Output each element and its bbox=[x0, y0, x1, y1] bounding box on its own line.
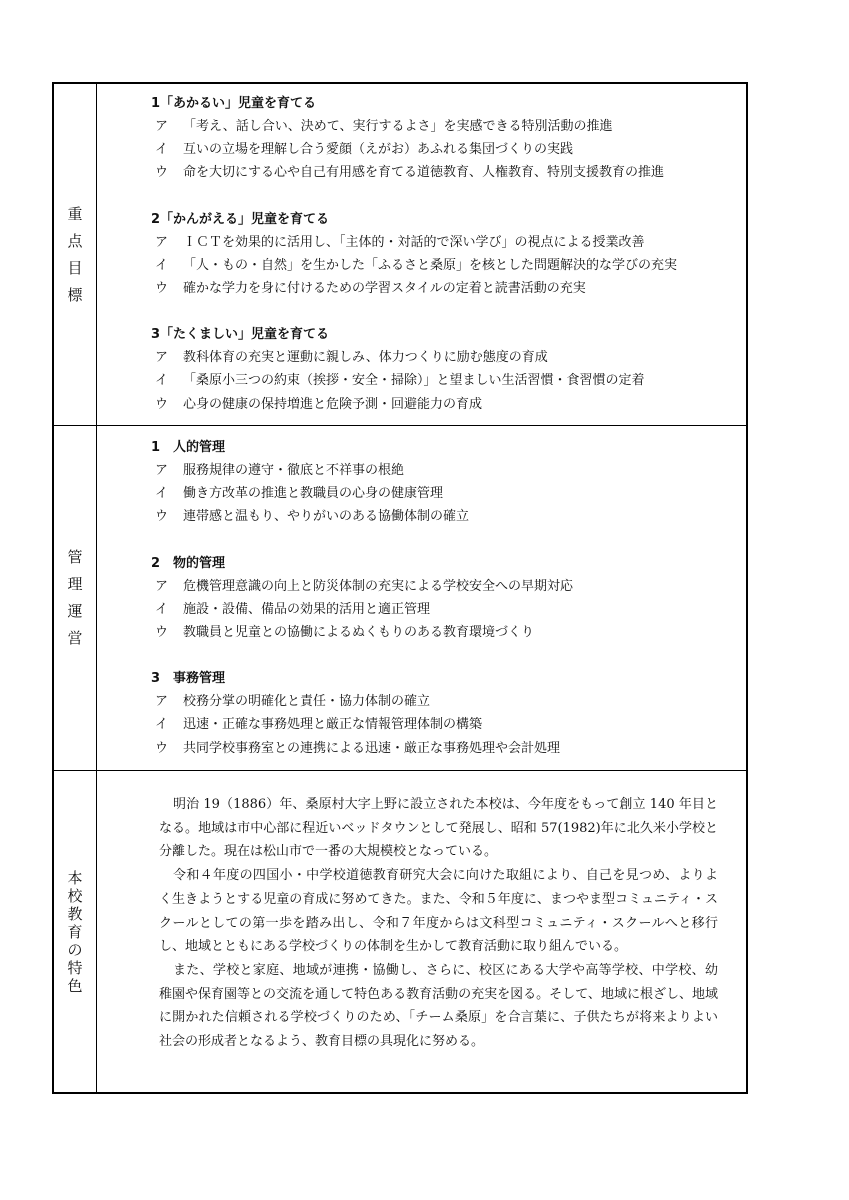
item-text: ＩＣＴを効果的に活用し、「主体的・対話的で深い学び」の視点による授業改善 bbox=[183, 234, 645, 250]
list-item bbox=[155, 277, 732, 300]
item-marker: ウ bbox=[155, 280, 169, 296]
list-item bbox=[155, 115, 732, 138]
item-marker: イ bbox=[155, 257, 169, 273]
label-char: 育 bbox=[67, 922, 83, 941]
list-item bbox=[155, 505, 732, 528]
item-marker: ア bbox=[155, 234, 169, 250]
label-char: 教 bbox=[67, 904, 83, 923]
item-marker: ウ bbox=[155, 740, 169, 756]
list-item bbox=[155, 482, 732, 505]
item-text: 互いの立場を理解し合う愛顔（えがお）あふれる集団づくりの実践 bbox=[183, 142, 574, 158]
item-text: 危機管理意識の向上と防災体制の充実による学校安全への早期対応 bbox=[183, 578, 574, 594]
list-item bbox=[155, 459, 732, 482]
management-label bbox=[54, 426, 97, 770]
list-item bbox=[155, 231, 732, 254]
list-item bbox=[155, 393, 732, 416]
item-text: 「考え、話し合い、決めて、実行するよさ」を実感できる特別活動の推進 bbox=[183, 119, 613, 134]
list-item bbox=[155, 737, 732, 760]
item-text: 教職員と児童との協働によるぬくもりのある教育環境づくり bbox=[183, 624, 535, 640]
list-item bbox=[155, 713, 732, 736]
item-marker: イ bbox=[155, 373, 169, 389]
item-text: 「桑原小三つの約束（挨拶・安全・掃除）」と望ましい生活習慣・食習慣の定着 bbox=[183, 373, 645, 389]
item-marker: ア bbox=[155, 350, 169, 366]
label-char: 目 bbox=[67, 258, 83, 277]
label-char: 点 bbox=[67, 231, 83, 250]
item-text: 教科体育の充実と運動に親しみ、体力つくりに励む態度の育成 bbox=[183, 350, 548, 366]
list-item bbox=[155, 369, 732, 392]
item-marker: イ bbox=[155, 142, 169, 158]
item-marker: ウ bbox=[155, 396, 169, 412]
label-char: 特 bbox=[67, 958, 83, 977]
item-marker: ア bbox=[155, 578, 169, 594]
features-paragraph: 令和４年度の四国小・中学校道徳教育研究大会に向けた取組により、自己を見つめ、よりよく生きようとする児童の育成に努めてきた。また、令和５年度に、まつやま型コミュニティ・スクールとしての第一歩を踏み出し、令和７年度からは文科型コミュニティ・スクールへと移行し、地域とともにある学校づくりの体制を生かして教育活動に取り組んでいる。 bbox=[159, 868, 718, 955]
school-features-label bbox=[54, 771, 97, 1092]
item-text: 迅速・正確な事務処理と厳正な情報管理体制の構築 bbox=[183, 717, 483, 733]
item-text: 命を大切にする心や自己有用感を育てる道徳教育、人権教育、特別支援教育の推進 bbox=[183, 165, 665, 181]
item-marker: ア bbox=[155, 694, 169, 710]
item-marker: イ bbox=[155, 601, 169, 617]
item-text: 施設・設備、備品の効果的活用と適正管理 bbox=[183, 601, 431, 617]
list-item bbox=[155, 346, 732, 369]
item-marker: ア bbox=[155, 119, 169, 134]
list-item bbox=[155, 575, 732, 598]
school-features-content bbox=[97, 771, 746, 1092]
management-content bbox=[97, 426, 746, 770]
management-title-1: 1 人的管理 bbox=[151, 440, 226, 455]
school-features-row bbox=[54, 770, 746, 1092]
list-item bbox=[155, 254, 732, 277]
item-text: 共同学校事務室との連携による迅速・厳正な事務処理や会計処理 bbox=[183, 740, 561, 756]
label-char: 標 bbox=[67, 285, 83, 304]
item-text: 連帯感と温もり、やりがいのある協働体制の確立 bbox=[183, 509, 470, 525]
item-text: 確かな学力を身に付けるための学習スタイルの定着と読書活動の充実 bbox=[183, 280, 586, 296]
goal-title-3: 3「たくましい」児童を育てる bbox=[151, 327, 330, 343]
item-marker: イ bbox=[155, 717, 169, 733]
features-paragraph: 明治 19（1886）年、桑原村大字上野に設立された本校は、今年度をもって創立 140 年目となる。地域は市中心部に程近いベッドタウンとして発展し、昭和 57(1982)年に北久米小学校と分離した。現在は松山市で一番の大規模校となっている。 bbox=[159, 797, 718, 860]
label-char: の bbox=[67, 940, 83, 959]
list-item bbox=[155, 138, 732, 161]
list-item bbox=[155, 161, 732, 184]
label-char: 営 bbox=[67, 629, 83, 647]
management-title-2: 2 物的管理 bbox=[151, 555, 226, 571]
item-marker: ウ bbox=[155, 624, 169, 640]
label-char: 管 bbox=[67, 548, 83, 566]
list-item bbox=[155, 690, 732, 713]
label-char: 運 bbox=[67, 602, 83, 620]
label-char: 理 bbox=[67, 575, 83, 593]
goal-title-2: 2「かんがえる」児童を育てる bbox=[151, 211, 330, 227]
priority-goals-content bbox=[97, 84, 746, 425]
list-item bbox=[155, 621, 732, 644]
item-marker: イ bbox=[155, 486, 169, 502]
management-title-3: 3 事務管理 bbox=[151, 671, 226, 687]
goal-title-1: 1「あかるい」児童を育てる bbox=[151, 96, 317, 111]
item-marker: ウ bbox=[155, 509, 169, 525]
item-text: 校務分掌の明確化と責任・協力体制の確立 bbox=[183, 694, 431, 710]
item-text: 「人・もの・自然」を生かした「ふるさと桑原」を核とした問題解決的な学びの充実 bbox=[183, 257, 678, 273]
item-text: 働き方改革の推進と教職員の心身の健康管理 bbox=[183, 486, 444, 502]
management-row bbox=[54, 425, 746, 770]
label-char: 色 bbox=[67, 976, 83, 995]
item-text: 心身の健康の保持増進と危険予測・回避能力の育成 bbox=[183, 396, 483, 412]
list-item bbox=[155, 598, 732, 621]
item-marker: ア bbox=[155, 463, 169, 478]
label-char: 校 bbox=[67, 886, 83, 905]
label-char: 本 bbox=[67, 868, 83, 887]
item-marker: ウ bbox=[155, 165, 169, 181]
school-plan-table bbox=[52, 82, 748, 1094]
label-char: 重 bbox=[67, 204, 83, 223]
priority-goals-row bbox=[54, 84, 746, 425]
priority-goals-label bbox=[54, 84, 97, 425]
item-text: 服務規律の遵守・徹底と不祥事の根絶 bbox=[183, 463, 405, 478]
features-paragraph: また、学校と家庭、地域が連携・協働し、さらに、校区にある大学や高等学校、中学校、幼稚園や保育園等との交流を通して特色ある教育活動の充実を図る。そして、地域に根ざし、地域に開かれた信頼される学校づくりのため、「チーム桑原」を合言葉に、子供たちが将来よりよい社会の形成者となるよう、教育目標の具現化に努める。 bbox=[159, 962, 718, 1050]
